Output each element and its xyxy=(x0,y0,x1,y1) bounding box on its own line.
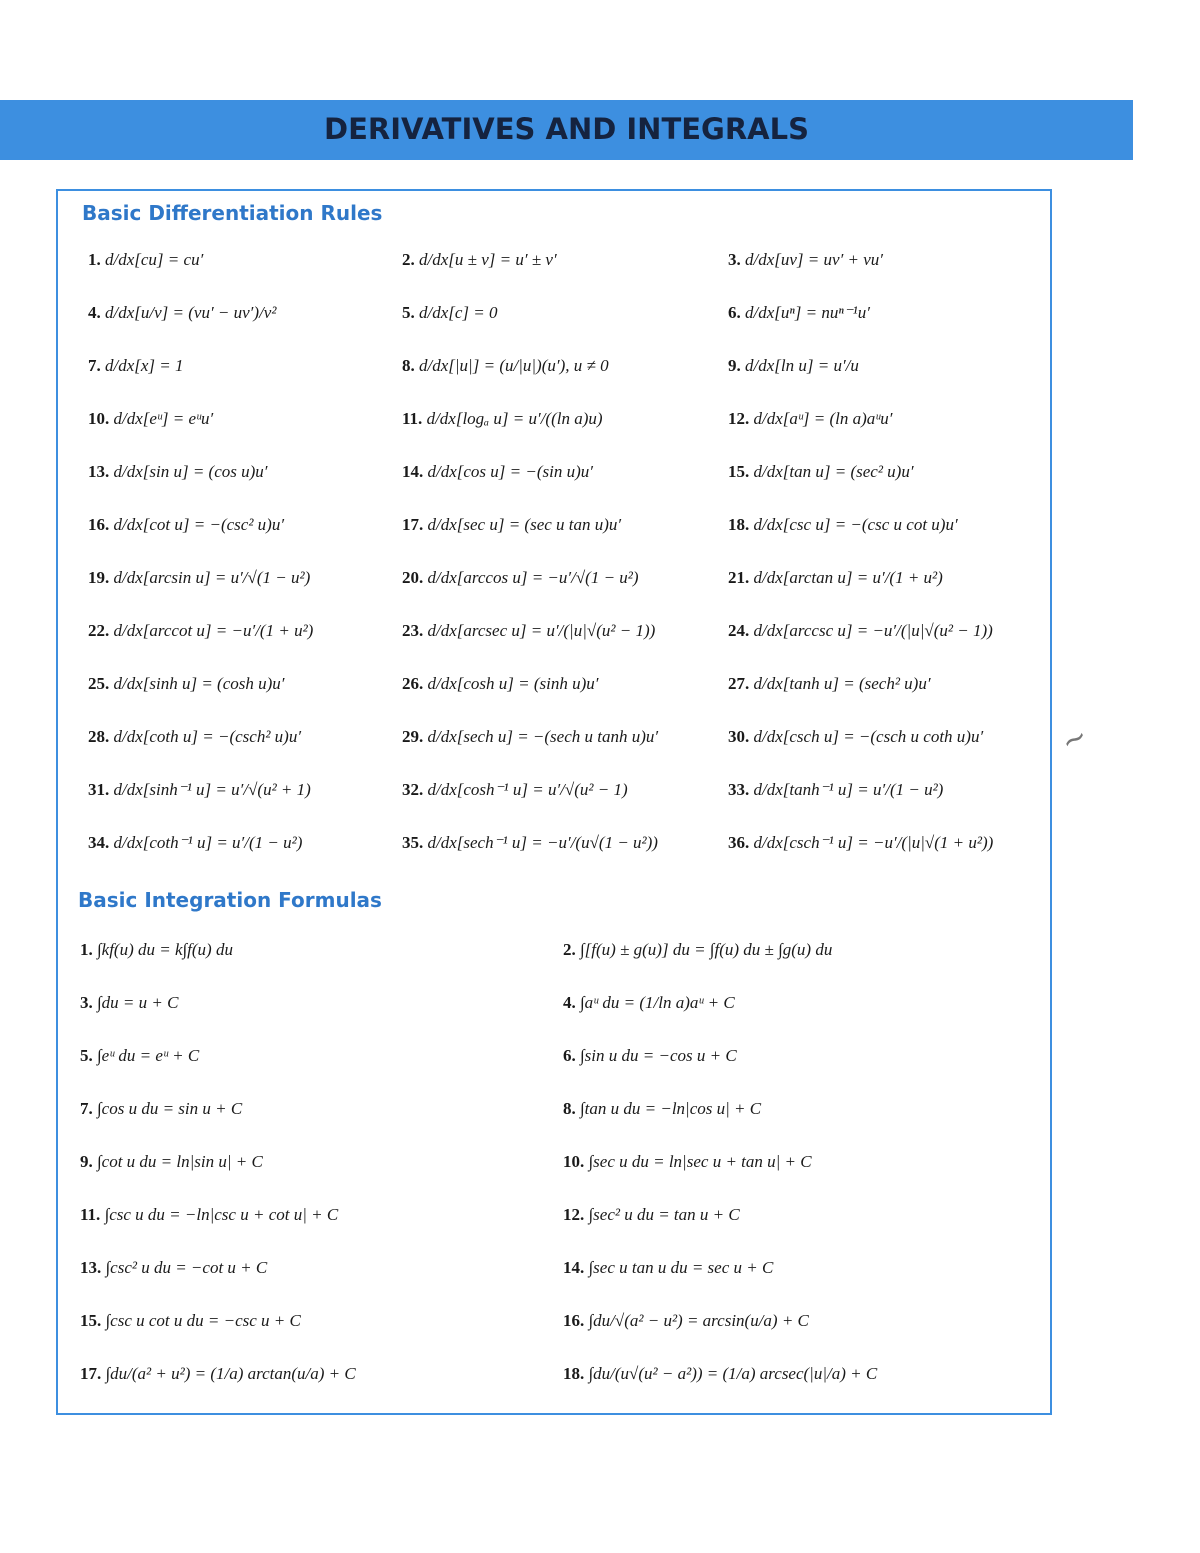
rule-number: 29. xyxy=(402,727,424,746)
rule-number: 28. xyxy=(88,727,110,746)
rule-formula: ∫csc u du = −ln|csc u + cot u| + C xyxy=(100,1205,339,1224)
rule-number: 5. xyxy=(402,303,415,322)
rule-number: 18. xyxy=(563,1364,585,1383)
integration-rule xyxy=(563,1152,812,1172)
rule-number: 13. xyxy=(80,1258,102,1277)
rule-formula: d/dx[u/v] = (vu′ − uv′)/v² xyxy=(100,303,277,322)
rule-number: 11. xyxy=(80,1205,101,1224)
rule-formula: ∫sec² u du = tan u + C xyxy=(584,1205,740,1224)
rule-formula: d/dx[cos u] = −(sin u)u′ xyxy=(423,462,593,481)
rule-number: 20. xyxy=(402,568,424,587)
rule-number: 8. xyxy=(563,1099,576,1118)
rule-formula: d/dx[c] = 0 xyxy=(414,303,498,322)
rule-formula: d/dx[ln u] = u′/u xyxy=(740,356,859,375)
rule-formula: d/dx[csch u] = −(csch u coth u)u′ xyxy=(749,727,984,746)
rule-formula: d/dx[coth⁻¹ u] = u′/(1 − u²) xyxy=(109,833,303,852)
integration-rule xyxy=(80,1046,199,1066)
rule-formula: d/dx[aᵘ] = (ln a)aᵘu′ xyxy=(749,409,893,428)
rule-formula: d/dx[cot u] = −(csc² u)u′ xyxy=(109,515,285,534)
rule-number: 2. xyxy=(563,940,576,959)
rule-formula: ∫sec u du = ln|sec u + tan u| + C xyxy=(584,1152,812,1171)
integration-rule xyxy=(563,1311,809,1331)
rule-formula: d/dx[arctan u] = u′/(1 + u²) xyxy=(749,568,943,587)
rule-number: 27. xyxy=(728,674,750,693)
rule-number: 4. xyxy=(88,303,101,322)
rule-number: 30. xyxy=(728,727,750,746)
rule-number: 12. xyxy=(728,409,750,428)
rule-number: 36. xyxy=(728,833,750,852)
rule-formula: d/dx[arcsin u] = u′/√(1 − u²) xyxy=(109,568,311,587)
rule-formula: ∫sin u du = −cos u + C xyxy=(575,1046,737,1065)
rule-formula: d/dx[x] = 1 xyxy=(100,356,184,375)
pen-mark: ~ xyxy=(1055,718,1094,761)
rule-formula: d/dx[logₐ u] = u′/((ln a)u) xyxy=(422,409,603,428)
rule-number: 10. xyxy=(563,1152,585,1171)
rule-formula: d/dx[cosh⁻¹ u] = u′/√(u² − 1) xyxy=(423,780,628,799)
rule-number: 12. xyxy=(563,1205,585,1224)
integration-heading: Basic Integration Formulas xyxy=(78,888,382,912)
rule-number: 6. xyxy=(728,303,741,322)
rule-number: 3. xyxy=(728,250,741,269)
integration-rule xyxy=(563,1046,737,1066)
rule-number: 6. xyxy=(563,1046,576,1065)
rule-number: 15. xyxy=(80,1311,102,1330)
integration-rule xyxy=(80,993,178,1013)
rule-formula: ∫aᵘ du = (1/ln a)aᵘ + C xyxy=(575,993,735,1012)
rule-number: 35. xyxy=(402,833,424,852)
rule-number: 31. xyxy=(88,780,110,799)
differentiation-heading: Basic Differentiation Rules xyxy=(82,201,383,225)
rule-formula: d/dx[sec u] = (sec u tan u)u′ xyxy=(423,515,622,534)
rule-number: 14. xyxy=(402,462,424,481)
rule-number: 1. xyxy=(88,250,101,269)
rule-formula: d/dx[cu] = cu′ xyxy=(100,250,204,269)
rule-number: 9. xyxy=(80,1152,93,1171)
rule-formula: d/dx[cosh u] = (sinh u)u′ xyxy=(423,674,599,693)
rule-number: 4. xyxy=(563,993,576,1012)
integration-rule xyxy=(80,1152,263,1172)
integration-rule xyxy=(80,1311,301,1331)
rule-formula: d/dx[arcsec u] = u′/(|u|√(u² − 1)) xyxy=(423,621,656,640)
integration-rule xyxy=(563,940,832,960)
rule-formula: d/dx[uⁿ] = nuⁿ⁻¹u′ xyxy=(740,303,870,322)
rule-number: 17. xyxy=(80,1364,102,1383)
rule-formula: ∫du = u + C xyxy=(92,993,179,1012)
rule-number: 34. xyxy=(88,833,110,852)
integration-rule xyxy=(80,1205,338,1225)
rule-formula: d/dx[arccsc u] = −u′/(|u|√(u² − 1)) xyxy=(749,621,993,640)
rule-formula: ∫du/(u√(u² − a²)) = (1/a) arcsec(|u|/a) + C xyxy=(584,1364,878,1383)
rule-formula: ∫kf(u) du = k∫f(u) du xyxy=(92,940,233,959)
integration-rule xyxy=(563,1258,773,1278)
rule-number: 21. xyxy=(728,568,750,587)
rule-number: 8. xyxy=(402,356,415,375)
rule-number: 1. xyxy=(80,940,93,959)
page-title: DERIVATIVES AND INTEGRALS xyxy=(324,112,809,146)
integration-rule xyxy=(563,993,735,1013)
integration-rule xyxy=(563,1364,877,1384)
rule-number: 7. xyxy=(80,1099,93,1118)
integration-rule xyxy=(563,1205,740,1225)
rule-number: 9. xyxy=(728,356,741,375)
rule-number: 23. xyxy=(402,621,424,640)
integration-rule xyxy=(80,1258,267,1278)
rule-formula: ∫cot u du = ln|sin u| + C xyxy=(92,1152,263,1171)
rule-formula: d/dx[tanh u] = (sech² u)u′ xyxy=(749,674,931,693)
rule-formula: ∫du/(a² + u²) = (1/a) arctan(u/a) + C xyxy=(101,1364,356,1383)
rule-formula: ∫sec u tan u du = sec u + C xyxy=(584,1258,774,1277)
rule-formula: d/dx[sinh⁻¹ u] = u′/√(u² + 1) xyxy=(109,780,311,799)
rule-number: 18. xyxy=(728,515,750,534)
rule-formula: d/dx[sinh u] = (cosh u)u′ xyxy=(109,674,285,693)
integration-rule xyxy=(80,1099,242,1119)
rule-formula: d/dx[sin u] = (cos u)u′ xyxy=(109,462,268,481)
rule-number: 15. xyxy=(728,462,750,481)
rule-number: 25. xyxy=(88,674,110,693)
rule-number: 17. xyxy=(402,515,424,534)
rule-formula: ∫csc u cot u du = −csc u + C xyxy=(101,1311,301,1330)
rule-number: 16. xyxy=(563,1311,585,1330)
rule-formula: d/dx[tan u] = (sec² u)u′ xyxy=(749,462,914,481)
rule-formula: ∫[f(u) ± g(u)] du = ∫f(u) du ± ∫g(u) du xyxy=(575,940,833,959)
rule-formula: d/dx[csch⁻¹ u] = −u′/(|u|√(1 + u²)) xyxy=(749,833,994,852)
rule-number: 19. xyxy=(88,568,110,587)
integration-rule xyxy=(563,1099,761,1119)
rule-formula: d/dx[sech⁻¹ u] = −u′/(u√(1 − u²)) xyxy=(423,833,658,852)
rule-formula: ∫cos u du = sin u + C xyxy=(92,1099,243,1118)
rule-number: 14. xyxy=(563,1258,585,1277)
rule-number: 3. xyxy=(80,993,93,1012)
rule-formula: d/dx[|u|] = (u/|u|)(u′), u ≠ 0 xyxy=(414,356,609,375)
rule-formula: d/dx[coth u] = −(csch² u)u′ xyxy=(109,727,302,746)
rule-formula: d/dx[sech u] = −(sech u tanh u)u′ xyxy=(423,727,659,746)
rule-number: 2. xyxy=(402,250,415,269)
rule-formula: ∫tan u du = −ln|cos u| + C xyxy=(575,1099,762,1118)
rule-number: 33. xyxy=(728,780,750,799)
integration-rule xyxy=(80,940,233,960)
rule-number: 32. xyxy=(402,780,424,799)
rule-number: 13. xyxy=(88,462,110,481)
rule-number: 5. xyxy=(80,1046,93,1065)
rule-formula: ∫csc² u du = −cot u + C xyxy=(101,1258,268,1277)
rule-formula: d/dx[csc u] = −(csc u cot u)u′ xyxy=(749,515,958,534)
rule-formula: ∫eᵘ du = eᵘ + C xyxy=(92,1046,200,1065)
rule-number: 7. xyxy=(88,356,101,375)
rule-number: 16. xyxy=(88,515,110,534)
rule-formula: ∫du/√(a² − u²) = arcsin(u/a) + C xyxy=(584,1311,809,1330)
rule-number: 10. xyxy=(88,409,110,428)
rule-number: 26. xyxy=(402,674,424,693)
rule-number: 11. xyxy=(402,409,423,428)
rule-formula: d/dx[tanh⁻¹ u] = u′/(1 − u²) xyxy=(749,780,944,799)
rule-formula: d/dx[u ± v] = u′ ± v′ xyxy=(414,250,557,269)
rule-formula: d/dx[uv] = uv′ + vu′ xyxy=(740,250,884,269)
rule-number: 22. xyxy=(88,621,110,640)
rule-formula: d/dx[eᵘ] = eᵘu′ xyxy=(109,409,214,428)
rule-formula: d/dx[arccot u] = −u′/(1 + u²) xyxy=(109,621,314,640)
rule-number: 24. xyxy=(728,621,750,640)
integration-rule xyxy=(80,1364,356,1384)
rule-formula: d/dx[arccos u] = −u′/√(1 − u²) xyxy=(423,568,639,587)
